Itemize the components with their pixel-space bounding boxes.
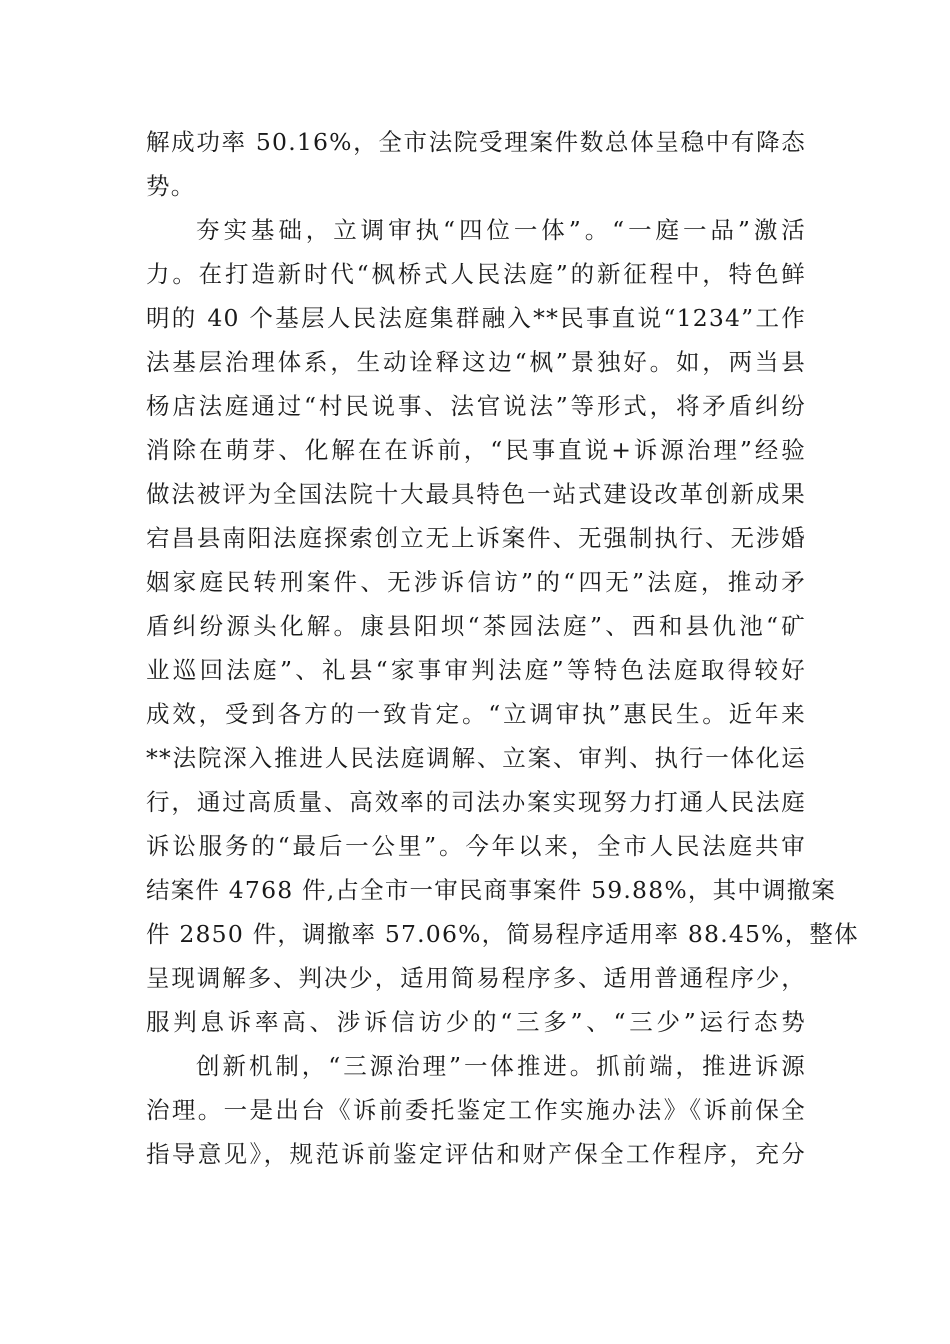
text-line: 解成功率 50.16%，全市法院受理案件数总体呈稳中有降态 bbox=[146, 128, 806, 156]
text-line: 做法被评为全国法院十大最具特色一站式建设改革创新成果 bbox=[146, 480, 806, 508]
paragraph-start-line: 夯实基础，立调审执“四位一体”。“一庭一品”激活 bbox=[196, 216, 806, 244]
text-line: 势。 bbox=[146, 172, 196, 200]
text-line: 消除在萌芽、化解在在诉前，“民事直说+诉源治理”经验 bbox=[146, 436, 806, 464]
text-line: 业巡回法庭”、礼县“家事审判法庭”等特色法庭取得较好 bbox=[146, 656, 806, 684]
text-line: 服判息诉率高、涉诉信访少的“三多”、“三少”运行态势 bbox=[146, 1008, 806, 1036]
text-line: 诉讼服务的“最后一公里”。今年以来，全市人民法庭共审 bbox=[146, 832, 806, 860]
text-line: 宕昌县南阳法庭探索创立无上诉案件、无强制执行、无涉婚 bbox=[146, 524, 806, 552]
text-line: **法院深入推进人民法庭调解、立案、审判、执行一体化运 bbox=[146, 744, 806, 772]
text-line: 力。在打造新时代“枫桥式人民法庭”的新征程中，特色鲜 bbox=[146, 260, 806, 288]
paragraph-start-line: 创新机制，“三源治理”一体推进。抓前端，推进诉源 bbox=[196, 1052, 806, 1080]
text-line: 明的 40 个基层人民法庭集群融入**民事直说“1234”工作 bbox=[146, 304, 806, 332]
text-line: 盾纠纷源头化解。康县阳坝“茶园法庭”、西和县仇池“矿 bbox=[146, 612, 806, 640]
text-line: 杨店法庭通过“村民说事、法官说法”等形式，将矛盾纠纷 bbox=[146, 392, 806, 420]
text-line: 呈现调解多、判决少，适用简易程序多、适用普通程序少， bbox=[146, 964, 806, 992]
text-line: 指导意见》，规范诉前鉴定评估和财产保全工作程序，充分 bbox=[146, 1140, 806, 1168]
text-line: 治理。一是出台《诉前委托鉴定工作实施办法》《诉前保全 bbox=[146, 1096, 806, 1124]
text-line: 结案件 4768 件,占全市一审民商事案件 59.88%，其中调撤案 bbox=[146, 876, 837, 904]
text-line: 成效，受到各方的一致肯定。“立调审执”惠民生。近年来 bbox=[146, 700, 806, 728]
text-line: 姻家庭民转刑案件、无涉诉信访”的“四无”法庭，推动矛 bbox=[146, 568, 806, 596]
text-line: 件 2850 件，调撤率 57.06%，简易程序适用率 88.45%，整体 bbox=[146, 920, 859, 948]
text-line: 法基层治理体系，生动诠释这边“枫”景独好。如，两当县 bbox=[146, 348, 806, 376]
text-line: 行，通过高质量、高效率的司法办案实现努力打通人民法庭 bbox=[146, 788, 806, 816]
document-body bbox=[146, 120, 859, 1176]
